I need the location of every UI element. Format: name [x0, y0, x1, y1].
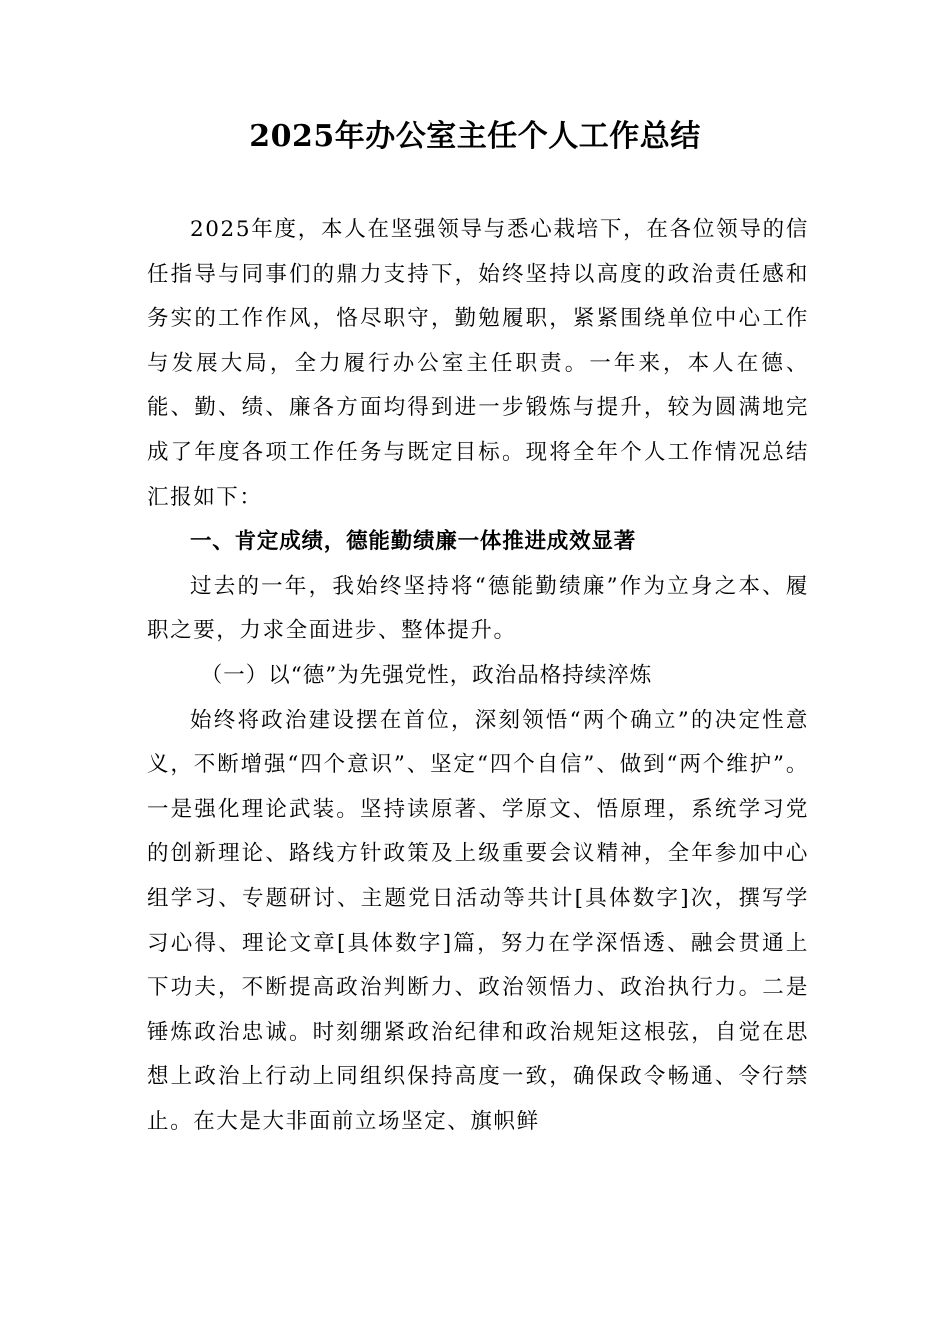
intro-paragraph: 2025年度，本人在坚强领导与悉心栽培下，在各位领导的信任指导与同事们的鼎力支持下，始终坚持以高度的政治责任感和务实的工作作风，恪尽职守，勤勉履职，紧紧围绕单位中心工作与发展大局，全力履行办公室主任职责。一年来，本人在德、能、勤、绩、廉各方面均得到进一步锻炼与提升，较为圆满地完成了年度各项工作任务与既定目标。现将全年个人工作情况总结汇报如下： — [147, 217, 809, 510]
subsection-heading-1: （一）以“德”为先强党性，政治品格持续淬炼 — [200, 662, 653, 688]
document-title: 2025年办公室主任个人工作总结 — [249, 119, 701, 154]
subsection-1-paragraph: 始终将政治建设摆在首位，深刻领悟“两个确立”的决定性意义，不断增强“四个意识”、坚定“四个自信”、做到“两个维护”。一是强化理论武装。坚持读原著、学原文、悟原理，系统学习党的创新理论、路线方针政策及上级重要会议精神，全年参加中心组学习、专题研讨、主题党日活动等共计[具体数字]次，撰写学习心得、理论文章[具体数字]篇，努力在学深悟透、融会贯通上下功夫，不断提高政治判断力、政治领悟力、政治执行力。二是锤炼政治忠诚。时刻绷紧政治纪律和政治规矩这根弦，自觉在思想上政治上行动上同组织保持高度一致，确保政令畅通、令行禁止。在大是大非面前立场坚定、旗帜鲜 — [147, 707, 809, 1134]
document-body — [147, 208, 809, 1144]
section-1-paragraph: 过去的一年，我始终坚持将“德能勤绩廉”作为立身之本、履职之要，力求全面进步、整体提升。 — [147, 573, 809, 644]
section-heading-1: 一、肯定成绩，德能勤绩廉一体推进成效显著 — [190, 529, 637, 555]
